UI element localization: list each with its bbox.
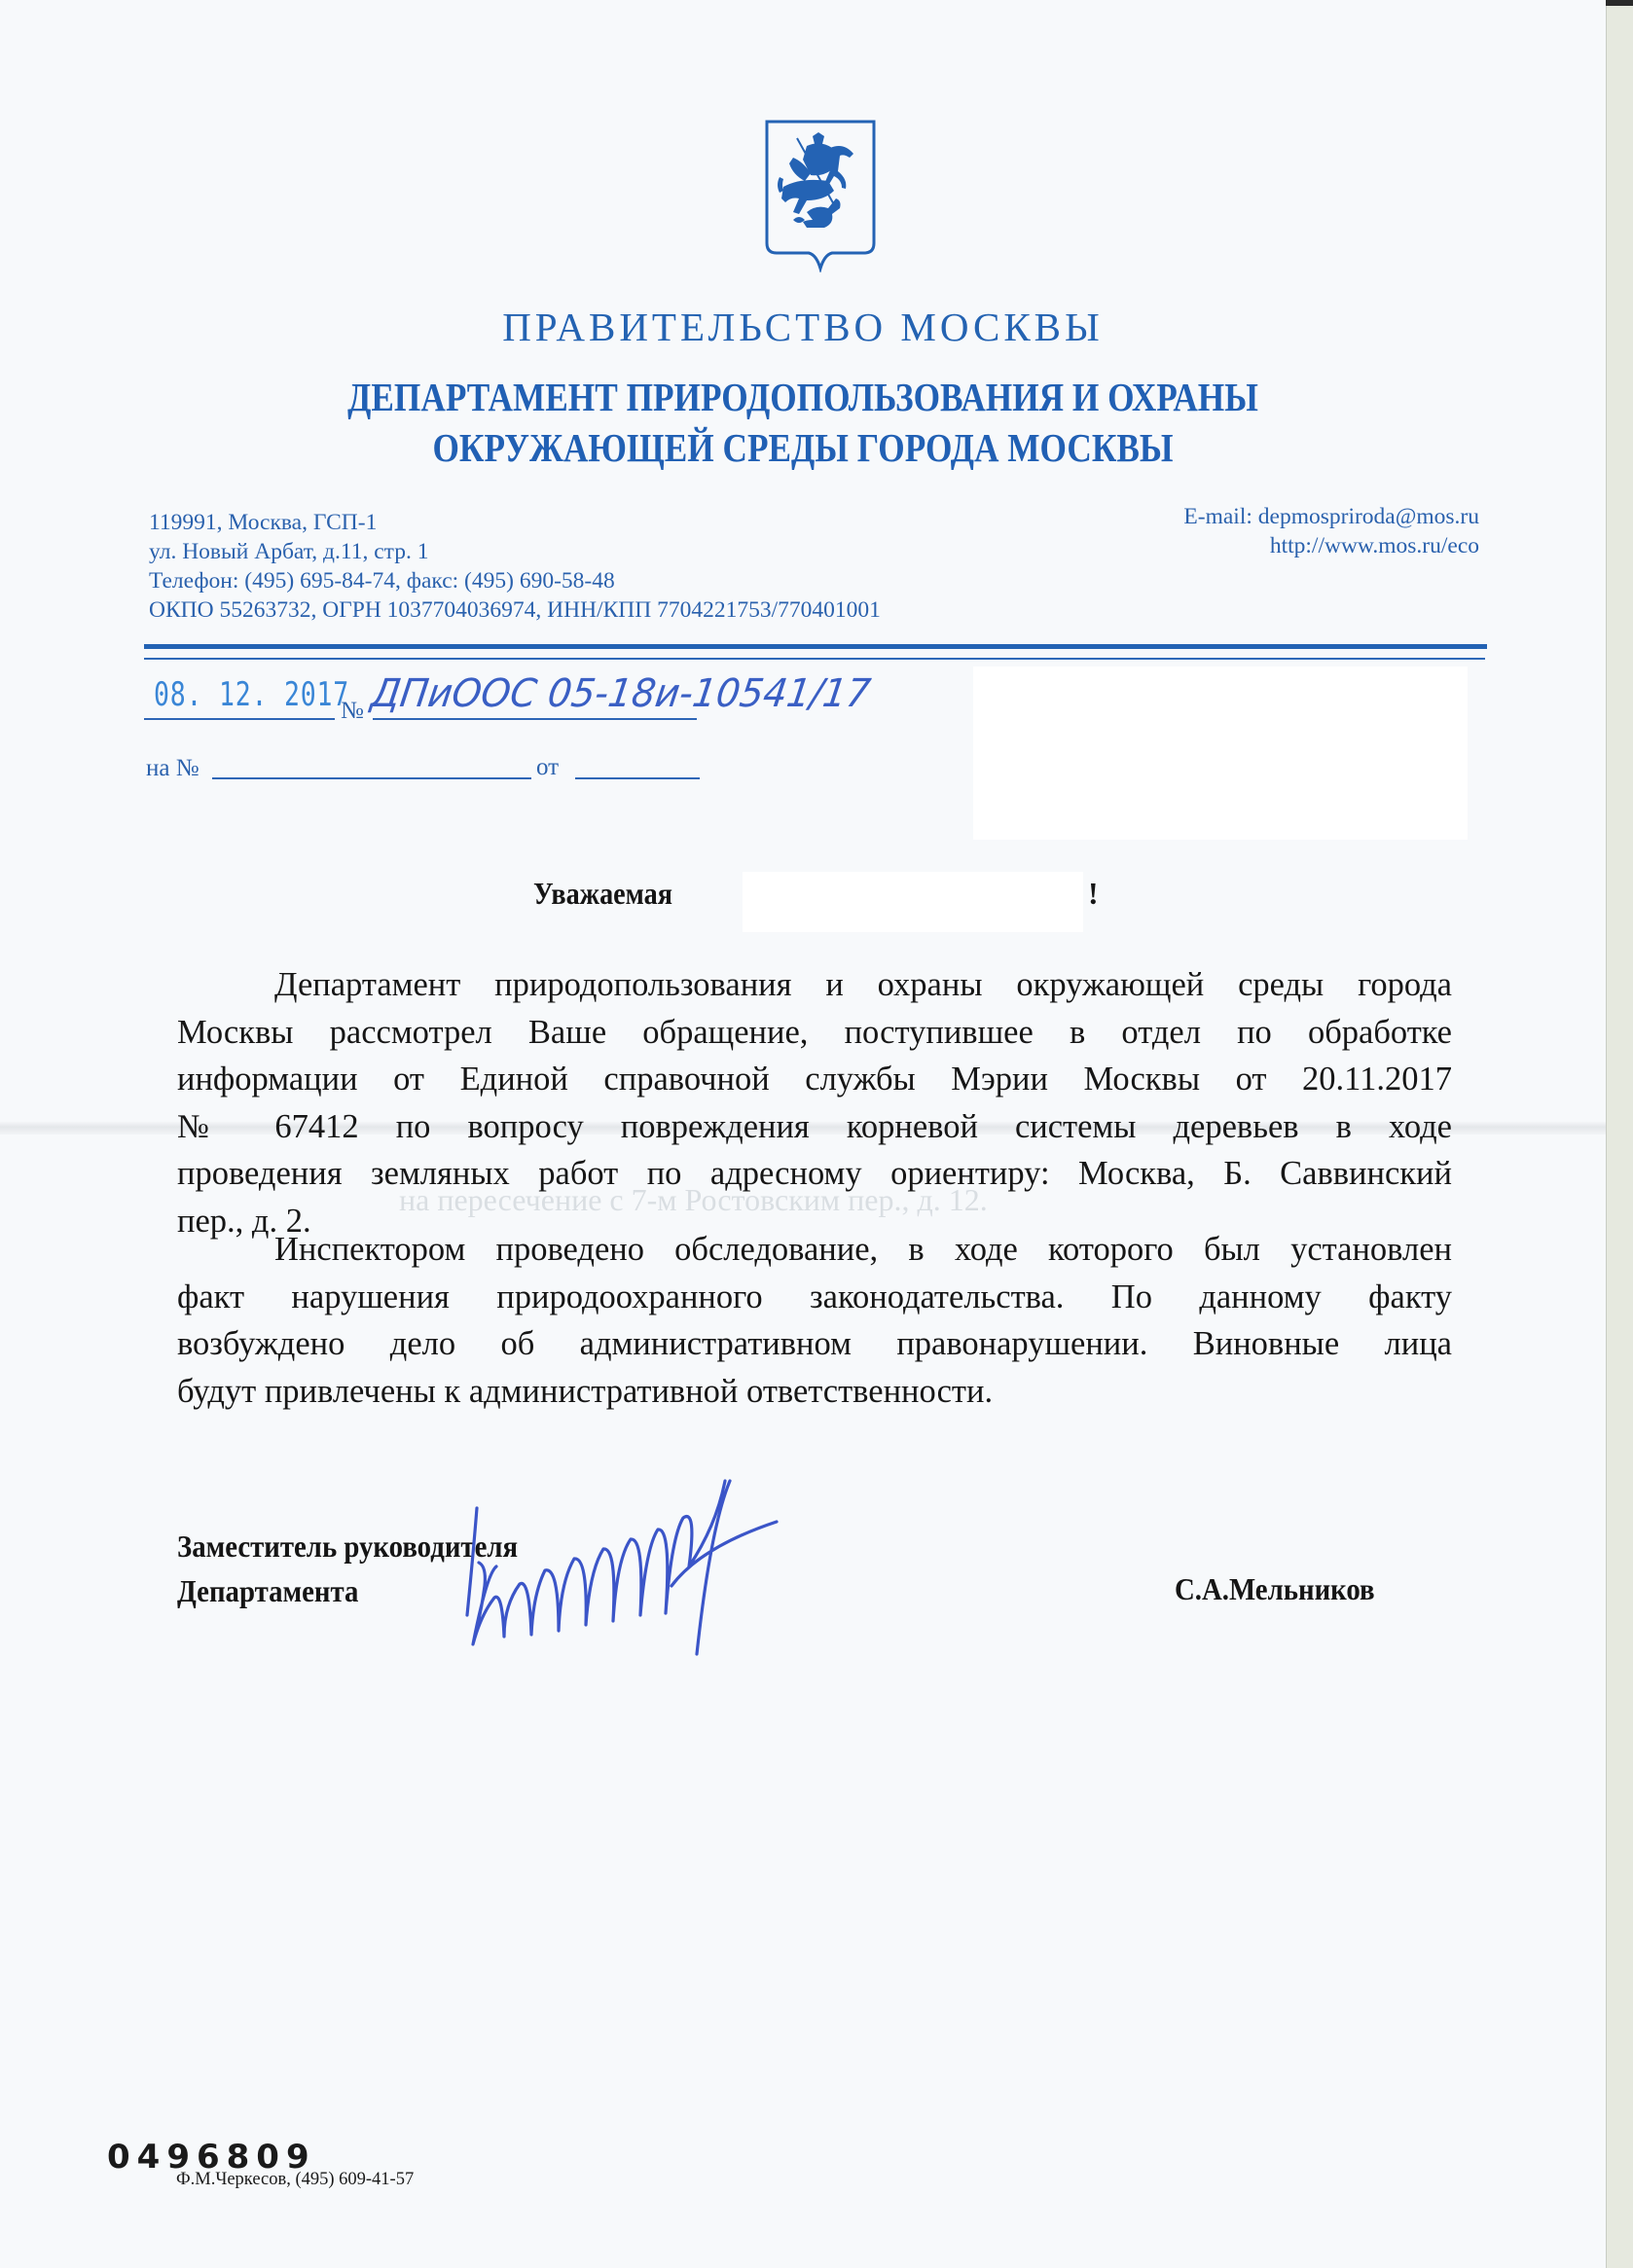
body-paragraph-2 (177, 1226, 1452, 1415)
website-link[interactable]: http://www.mos.ru/eco (1269, 533, 1479, 558)
body-line: будут привлечены к административной ответственности. (177, 1372, 994, 1410)
registration-number: 0496809 (107, 2138, 316, 2177)
address-line: ул. Новый Арбат, д.11, стр. 1 (149, 539, 429, 564)
reply-to-label: на № (146, 755, 200, 781)
redacted-recipient-name (743, 872, 1083, 932)
reply-to-underline (212, 777, 531, 779)
moscow-coat-of-arms-icon (764, 119, 877, 272)
signer-title-line1: Заместитель руководителя (177, 1529, 519, 1564)
number-underline (373, 718, 697, 720)
bleed-through-text: на пересечение с 7-м Ростовским пер., д. 12. (399, 1182, 988, 1217)
greeting: Уважаемая (533, 876, 672, 911)
from-underline (575, 777, 700, 779)
body-paragraph-1 (177, 961, 1452, 1244)
letterhead-divider-thin (144, 658, 1485, 660)
redacted-recipient-block (973, 666, 1468, 840)
executor-contact: Ф.М.Черкесов, (495) 609-41-57 (176, 2170, 415, 2189)
phone-fax-line: Телефон: (495) 695-84-74, факс: (495) 690-58-48 (149, 568, 615, 594)
handwritten-signature (380, 1469, 808, 1664)
scan-edge (1606, 0, 1633, 6)
date-underline (144, 718, 335, 720)
number-label: № (341, 698, 364, 724)
date-stamp: 08. 12. 2017 (154, 675, 349, 714)
handwritten-reference-number: ДПиООС 05-18и-10541/17 (368, 671, 874, 716)
body-line: Департамент природопользования и охраны окружающей среды города (274, 966, 1452, 1003)
body-line: Инспектором проведено обследование, в ходе которого был установлен (274, 1231, 1452, 1268)
address-line: 119991, Москва, ГСП-1 (149, 510, 378, 535)
body-line: проведения земляных работ по адресному ориентиру: Москва, Б. Саввинский (177, 1155, 1452, 1192)
body-line: № 67412 по вопросу повреждения корневой системы деревьев в ходе (177, 1107, 1452, 1145)
department-title-line2: ОКРУЖАЮЩЕЙ СРЕДЫ ГОРОДА МОСКВЫ (432, 425, 1174, 470)
email-link[interactable]: E-mail: depmospriroda@mos.ru (1183, 504, 1479, 529)
body-line: факт нарушения природоохранного законодательства. По данному факту (177, 1278, 1452, 1315)
letterhead-divider-thick (144, 644, 1487, 649)
body-line: возбуждено дело об административном правонарушении. Виновные лица (177, 1325, 1452, 1362)
body-line: Москвы рассмотрел Ваше обращение, поступившее в отдел по обработке (177, 1013, 1452, 1051)
from-label: от (536, 754, 560, 780)
department-title-line1: ДЕПАРТАМЕНТ ПРИРОДОПОЛЬЗОВАНИЯ И ОХРАНЫ (347, 375, 1258, 419)
registry-codes-line: ОКПО 55263732, ОГРН 1037704036974, ИНН/КПП 7704221753/770401001 (149, 597, 881, 623)
body-line: информации от Единой справочной службы Мэрии Москвы от 20.11.2017 (177, 1061, 1452, 1098)
greeting-exclamation: ! (1088, 876, 1099, 911)
signer-title-line2: Департамента (177, 1573, 359, 1608)
government-title: ПРАВИТЕЛЬСТВО МОСКВЫ (502, 305, 1104, 349)
body-line: пер., д. 2. (177, 1202, 311, 1240)
signer-name: С.А.Мельников (1175, 1571, 1375, 1606)
